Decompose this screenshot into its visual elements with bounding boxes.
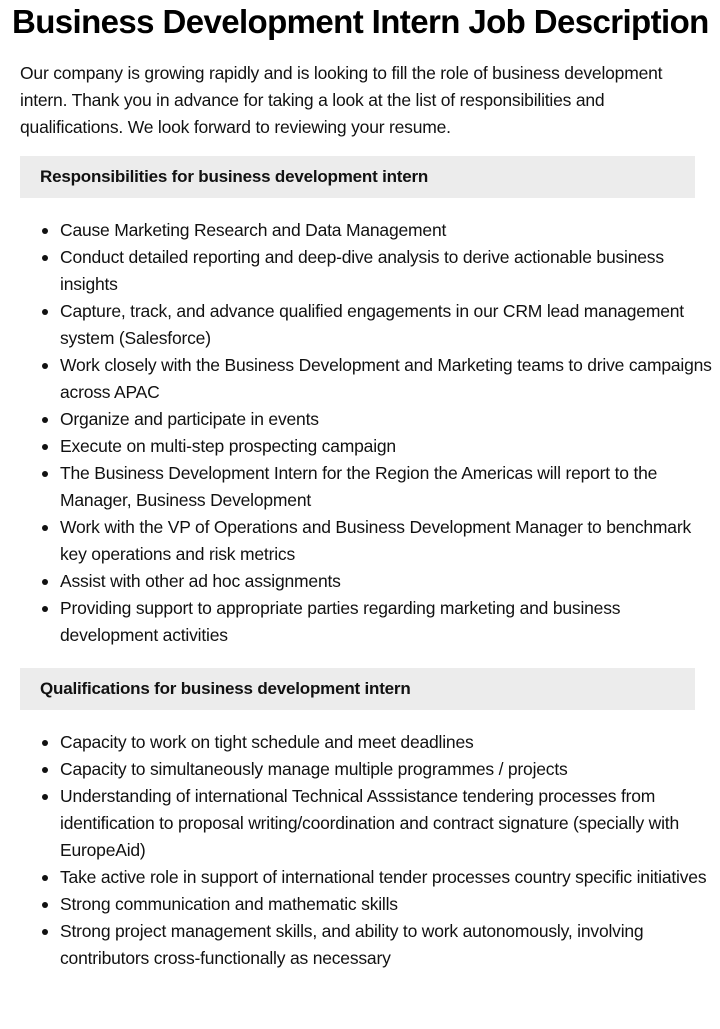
bullet-icon bbox=[42, 579, 48, 585]
bullet-icon bbox=[42, 525, 48, 531]
list-item: The Business Development Intern for the Region the Americas will report to the Manager, Business Development bbox=[60, 460, 720, 514]
bullet-icon bbox=[42, 794, 48, 800]
bullet-icon bbox=[42, 444, 48, 450]
list-item: Conduct detailed reporting and deep-dive analysis to derive actionable business insights bbox=[60, 244, 720, 298]
bullet-icon bbox=[42, 740, 48, 746]
list-item: Work with the VP of Operations and Business Development Manager to benchmark key operations and risk metrics bbox=[60, 514, 720, 568]
list-item: Strong communication and mathematic skills bbox=[60, 891, 720, 918]
list-item: Work closely with the Business Development and Marketing teams to drive campaigns across APAC bbox=[60, 352, 720, 406]
list-item: Understanding of international Technical Asssistance tendering processes from identification to proposal writing/coordination and contract signature (specially with EuropeAid) bbox=[60, 783, 720, 864]
list-item: Take active role in support of international tender processes country specific initiatives bbox=[60, 864, 720, 891]
bullet-icon bbox=[42, 255, 48, 261]
intro-paragraph: Our company is growing rapidly and is looking to fill the role of business development intern. Thank you in advance for taking a look at the list of responsibilities and qualifications. We look forward to reviewing your resume. bbox=[20, 63, 663, 137]
list-item: Execute on multi-step prospecting campaign bbox=[60, 433, 720, 460]
page-title: Business Development Intern Job Description bbox=[12, 3, 709, 40]
list-item: Providing support to appropriate parties regarding marketing and business development activities bbox=[60, 595, 720, 649]
list-item: Capacity to work on tight schedule and meet deadlines bbox=[60, 729, 720, 756]
responsibilities-heading: Responsibilities for business development intern bbox=[20, 156, 695, 198]
bullet-icon bbox=[42, 228, 48, 234]
qualifications-list bbox=[20, 729, 720, 972]
qualifications-heading: Qualifications for business development intern bbox=[20, 668, 695, 710]
list-item: Capture, track, and advance qualified engagements in our CRM lead management system (Salesforce) bbox=[60, 298, 720, 352]
bullet-icon bbox=[42, 417, 48, 423]
bullet-icon bbox=[42, 363, 48, 369]
bullet-icon bbox=[42, 902, 48, 908]
list-item: Capacity to simultaneously manage multiple programmes / projects bbox=[60, 756, 720, 783]
bullet-icon bbox=[42, 929, 48, 935]
bullet-icon bbox=[42, 471, 48, 477]
bullet-icon bbox=[42, 606, 48, 612]
bullet-icon bbox=[42, 767, 48, 773]
bullet-icon bbox=[42, 309, 48, 315]
bullet-icon bbox=[42, 875, 48, 881]
responsibilities-list bbox=[20, 217, 720, 649]
list-item: Organize and participate in events bbox=[60, 406, 720, 433]
list-item: Strong project management skills, and ability to work autonomously, involving contributors cross-functionally as necessary bbox=[60, 918, 720, 972]
list-item: Assist with other ad hoc assignments bbox=[60, 568, 720, 595]
list-item: Cause Marketing Research and Data Management bbox=[60, 217, 720, 244]
